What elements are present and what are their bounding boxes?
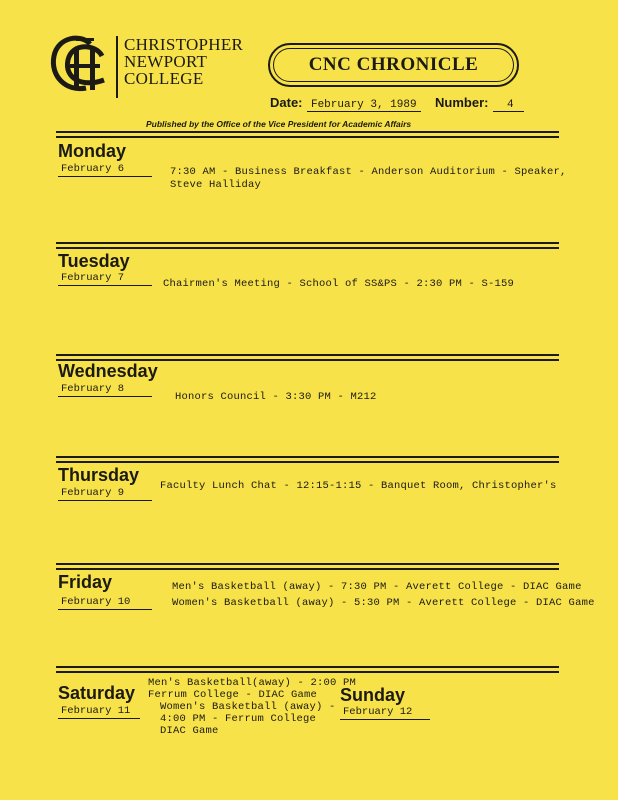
day-friday: Friday bbox=[58, 572, 113, 592]
event-saturday-2: Ferrum College - DIAC Game bbox=[148, 689, 318, 701]
event-friday-2: Women's Basketball (away) - 5:30 PM - Averett College - DIAC Game bbox=[172, 597, 595, 609]
events-monday bbox=[170, 166, 567, 192]
newsletter-title-frame bbox=[268, 43, 519, 87]
rule-before-tuesday bbox=[56, 242, 559, 249]
date-value: February 3, 1989 bbox=[307, 99, 421, 112]
rule-before-friday bbox=[56, 563, 559, 570]
logo-divider bbox=[116, 36, 118, 98]
events-thursday bbox=[160, 480, 557, 492]
event-saturday-1: Men's Basketball(away) - 2:00 PM bbox=[148, 677, 357, 689]
day-thursday: Thursday bbox=[58, 465, 140, 485]
date-sunday: February 12 bbox=[340, 706, 430, 720]
date-saturday: February 11 bbox=[58, 705, 140, 719]
events-saturday bbox=[148, 677, 356, 737]
college-name-line-1: CHRISTOPHER bbox=[124, 35, 244, 54]
event-tuesday-1: Chairmen's Meeting - School of SS&PS - 2:30 PM - S-159 bbox=[163, 278, 515, 290]
date-wednesday: February 8 bbox=[58, 383, 152, 397]
college-name bbox=[124, 36, 243, 87]
event-friday-1: Men's Basketball (away) - 7:30 PM - Averett College - DIAC Game bbox=[172, 581, 582, 593]
events-wednesday bbox=[175, 391, 377, 403]
event-thursday-1: Faculty Lunch Chat - 12:15-1:15 - Banquet Room, Christopher's bbox=[160, 480, 557, 492]
events-tuesday bbox=[163, 278, 514, 290]
published-by: Published by the Office of the Vice President for Academic Affairs bbox=[146, 119, 412, 129]
day-tuesday: Tuesday bbox=[58, 251, 130, 271]
date-label: Date: bbox=[270, 95, 303, 110]
issue-info bbox=[270, 94, 524, 112]
newsletter-title: CNC CHRONICLE bbox=[273, 48, 514, 82]
college-name-line-3: COLLEGE bbox=[124, 69, 204, 88]
number-value: 4 bbox=[493, 99, 524, 112]
rule-before-weekend bbox=[56, 666, 559, 673]
date-tuesday: February 7 bbox=[58, 272, 152, 286]
event-monday-2: Steve Halliday bbox=[170, 179, 262, 191]
event-saturday-4: 4:00 PM - Ferrum College bbox=[160, 713, 317, 725]
cnc-monogram-icon bbox=[46, 30, 112, 104]
college-name-line-2: NEWPORT bbox=[124, 52, 208, 71]
day-wednesday: Wednesday bbox=[58, 361, 158, 381]
day-sunday: Sunday bbox=[340, 685, 406, 705]
date-monday: February 6 bbox=[58, 163, 152, 177]
number-label: Number: bbox=[435, 95, 489, 110]
header-rule bbox=[56, 131, 559, 138]
rule-before-thursday bbox=[56, 456, 559, 463]
event-monday-1: 7:30 AM - Business Breakfast - Anderson Auditorium - Speaker, bbox=[170, 166, 567, 178]
event-saturday-5: DIAC Game bbox=[160, 725, 219, 737]
day-monday: Monday bbox=[58, 141, 127, 161]
college-logo bbox=[46, 30, 112, 104]
event-wednesday-1: Honors Council - 3:30 PM - M212 bbox=[175, 391, 377, 403]
day-saturday: Saturday bbox=[58, 683, 136, 703]
events-friday bbox=[172, 579, 595, 611]
date-friday: February 10 bbox=[58, 596, 152, 610]
event-saturday-3: Women's Basketball (away) - bbox=[160, 701, 336, 713]
date-thursday: February 9 bbox=[58, 487, 152, 501]
rule-before-wednesday bbox=[56, 354, 559, 361]
